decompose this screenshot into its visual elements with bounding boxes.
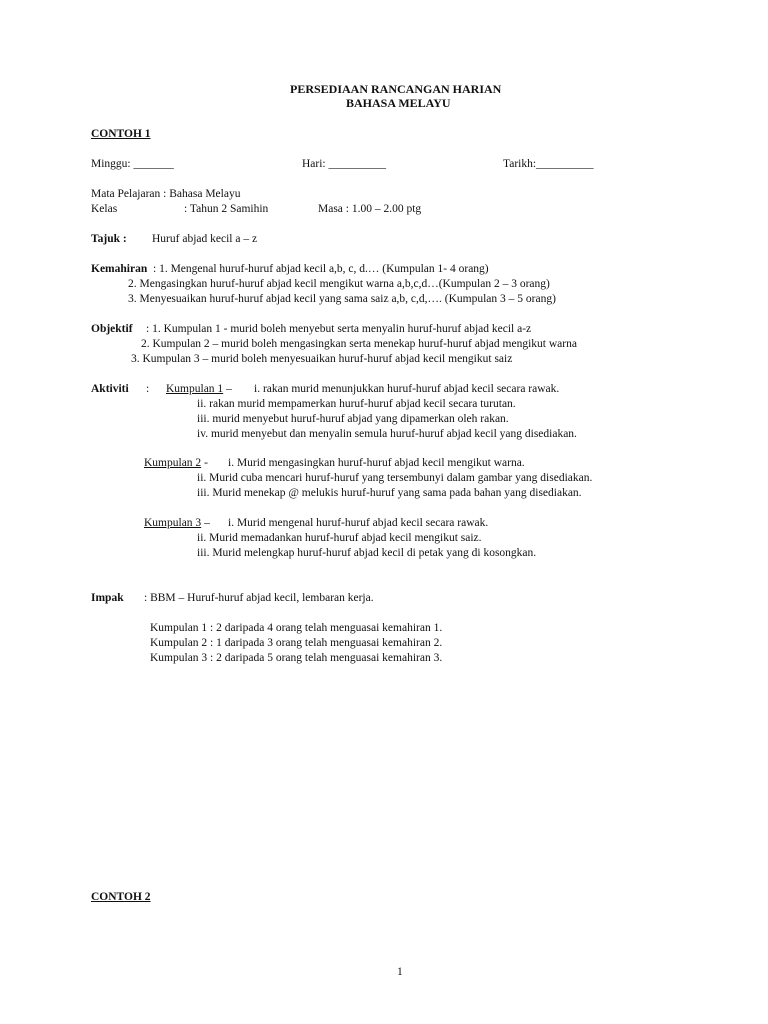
kumpulan3-activity-iii: iii. Murid melengkap huruf-huruf abjad kecil di petak yang di kosongkan. [197, 547, 537, 559]
kumpulan1-activity-iv: iv. murid menyebut dan menyalin semula huruf-huruf abjad kecil yang disediakan. [197, 428, 577, 440]
kemahiran-item-2: 2. Mengasingkan huruf-huruf abjad kecil mengikut warna a,b,c,d…(Kumpulan 2 – 3 orang) [128, 278, 550, 290]
doc-subtitle: BAHASA MELAYU [346, 96, 451, 110]
contoh1-heading: CONTOH 1 [91, 128, 151, 140]
kumpulan2-group [144, 456, 208, 470]
kumpulan1-activity-i: i. rakan murid menunjukkan huruf-huruf abjad kecil secara rawak. [254, 383, 560, 395]
kumpulan3-activity-i: i. Murid mengenal huruf-huruf abjad kecil secara rawak. [228, 517, 489, 529]
kumpulan3-dash: – [201, 517, 210, 529]
minggu-field: Minggu: _______ [91, 158, 174, 170]
impak-value: : BBM – Huruf-huruf abjad kecil, lembaran kerja. [144, 592, 374, 604]
kemahiran-item-3: 3. Menyesuaikan huruf-huruf abjad kecil yang sama saiz a,b, c,d,…. (Kumpulan 3 – 5 orang) [128, 293, 556, 305]
tarikh-field: Tarikh:__________ [503, 158, 594, 170]
aktiviti-label: Aktiviti [91, 383, 129, 395]
objektif-item-2: 2. Kumpulan 2 – murid boleh mengasingkan serta menekap huruf-huruf abjad mengikut warna [141, 338, 577, 350]
aktiviti-colon: : [146, 383, 150, 395]
impak-kumpulan-1: Kumpulan 1 : 2 daripada 4 orang telah menguasai kemahiran 1. [150, 622, 443, 634]
kelas-label: Kelas [91, 203, 118, 215]
kumpulan2-dash: - [201, 457, 208, 469]
kemahiran-item-1: : 1. Mengenal huruf-huruf abjad kecil a,b, c, d.… (Kumpulan 1- 4 orang) [153, 263, 489, 275]
kumpulan3-group [144, 516, 210, 530]
kumpulan2-activity-iii: iii. Murid menekap @ melukis huruf-huruf yang sama pada bahan yang disediakan. [197, 487, 582, 499]
kumpulan1-activity-ii: ii. rakan murid mempamerkan huruf-huruf abjad kecil secara turutan. [197, 398, 516, 410]
page-number: 1 [397, 966, 403, 978]
kumpulan1-group [166, 382, 232, 396]
contoh2-heading: CONTOH 2 [91, 891, 151, 903]
impak-kumpulan-2: Kumpulan 2 : 1 daripada 3 orang telah menguasai kemahiran 2. [150, 637, 443, 649]
kumpulan1-activity-iii: iii. murid menyebut huruf-huruf abjad yang dipamerkan oleh rakan. [197, 413, 509, 425]
kumpulan1-label: Kumpulan 1 [166, 383, 224, 395]
kumpulan3-activity-ii: ii. Murid memadankan huruf-huruf abjad kecil mengikut saiz. [197, 532, 482, 544]
objektif-item-3: 3. Kumpulan 3 – murid boleh menyesuaikan huruf-huruf abjad kecil mengikut saiz [131, 353, 513, 365]
hari-field: Hari: __________ [302, 158, 387, 170]
objektif-label: Objektif [91, 323, 133, 335]
kumpulan2-activity-ii: ii. Murid cuba mencari huruf-huruf yang tersembunyi dalam gambar yang disediakan. [197, 472, 593, 484]
kelas-value: : Tahun 2 Samihin [184, 203, 269, 215]
objektif-item-1: : 1. Kumpulan 1 - murid boleh menyebut serta menyalin huruf-huruf abjad kecil a-z [146, 323, 532, 335]
tajuk-label: Tajuk : [91, 233, 127, 245]
kemahiran-label: Kemahiran [91, 263, 148, 275]
kumpulan3-label: Kumpulan 3 [144, 517, 202, 529]
doc-title: PERSEDIAAN RANCANGAN HARIAN [290, 82, 502, 96]
impak-label: Impak [91, 592, 124, 604]
kumpulan1-dash: – [223, 383, 232, 395]
impak-kumpulan-3: Kumpulan 3 : 2 daripada 5 orang telah menguasai kemahiran 3. [150, 652, 443, 664]
kumpulan2-activity-i: i. Murid mengasingkan huruf-huruf abjad kecil mengikut warna. [228, 457, 525, 469]
kumpulan2-label: Kumpulan 2 [144, 457, 202, 469]
mata-pelajaran: Mata Pelajaran : Bahasa Melayu [91, 188, 241, 200]
masa-field: Masa : 1.00 – 2.00 ptg [318, 203, 422, 215]
tajuk-value: Huruf abjad kecil a – z [152, 233, 258, 245]
